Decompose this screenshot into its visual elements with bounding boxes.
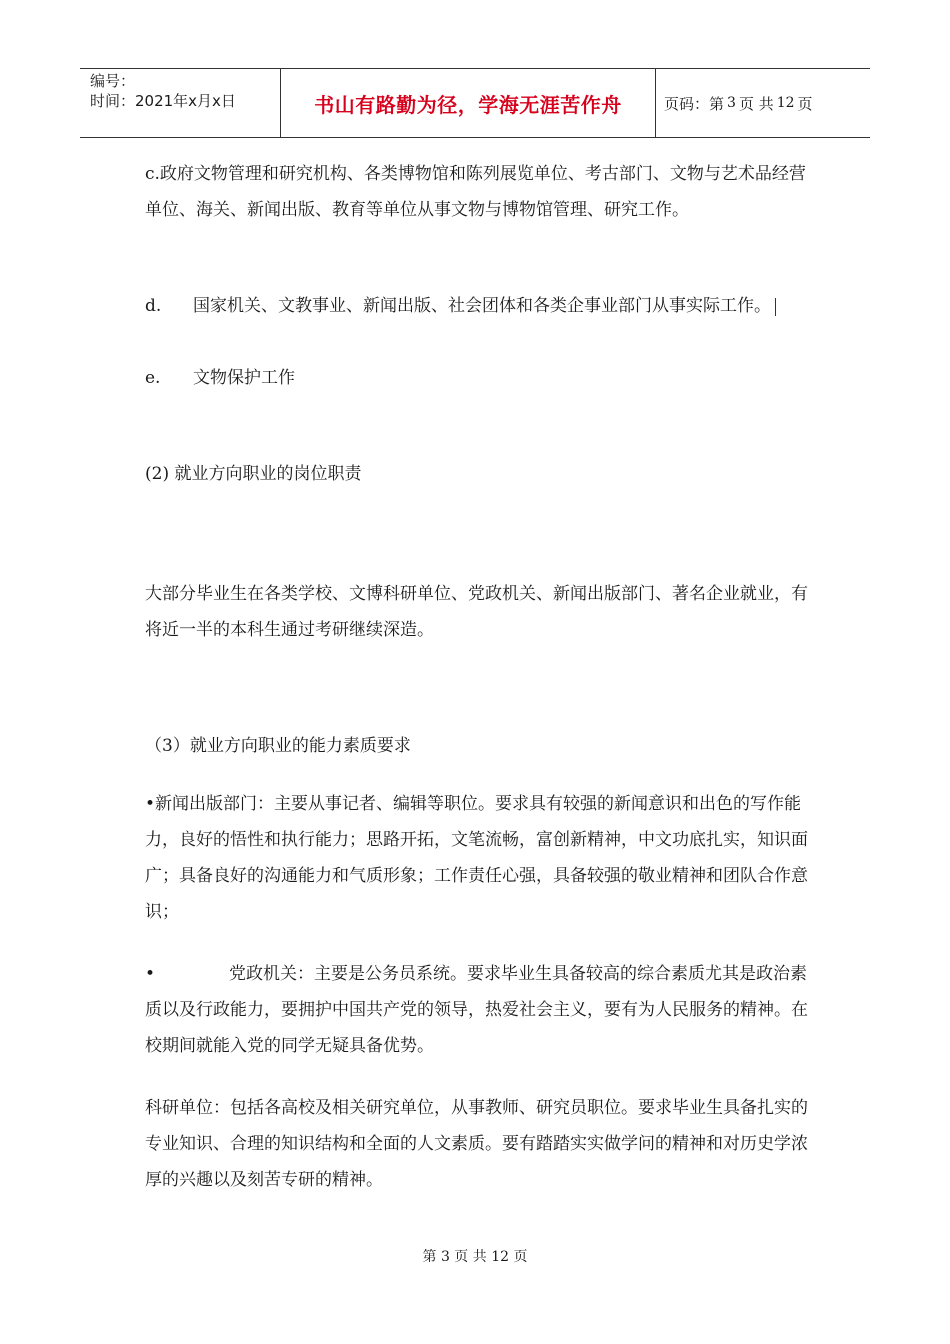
paragraph-2: 大部分毕业生在各类学校、文博科研单位、党政机关、新闻出版部门、著名企业就业，有将近一半的本科生通过考研继续深造。 [145, 584, 808, 640]
code-label: 编号： [90, 72, 136, 90]
list-label-e: e. [145, 368, 161, 388]
list-label-d: d. [145, 296, 162, 316]
page-mid: 页 共 [738, 94, 774, 113]
paragraph-e-text: 文物保护工作 [193, 368, 295, 388]
page-suffix: 页 [797, 94, 813, 113]
page-header [80, 68, 870, 138]
header-page-info [656, 69, 870, 137]
page-footer: 第 3 页 共 12 页 [422, 1249, 528, 1265]
header-motto-cell [281, 69, 656, 137]
paragraph-e [145, 360, 810, 396]
paragraph-c: c.政府文物管理和研究机构、各类博物馆和陈列展览单位、考古部门、文物与艺术品经营单位、海关、新闻出版、教育等单位从事文物与博物馆管理、研究工作。 [145, 164, 806, 220]
text-cursor [775, 298, 776, 316]
motto-text: 书山有路勤为径，学海无涯苦作舟 [314, 92, 622, 117]
paragraph-d-text: 国家机关、文教事业、新闻出版、社会团体和各类企事业部门从事实际工作。 [193, 296, 771, 316]
time-label: 时间：2021年x月x日 [90, 92, 236, 110]
page-current: 3 [727, 95, 736, 111]
page-prefix: 页码：第 [664, 94, 725, 113]
bullet-1: •新闻出版部门：主要从事记者、编辑等职位。要求具有较强的新闻意识和出色的写作能力，良好的悟性和执行能力；思路开拓，文笔流畅，富创新精神，中文功底扎实，知识面广；具备良好的沟通能力和气质形象；工作责任心强，具备较强的敬业精神和团队合作意识； [145, 794, 808, 922]
heading-2: (2) 就业方向职业的岗位职责 [145, 464, 362, 484]
bullet-2-mark: • [145, 964, 156, 984]
bullet-2-text: 党政机关：主要是公务员系统。要求毕业生具备较高的综合素质尤其是政治素质以及行政能力，要拥护中国共产党的领导，热爱社会主义，要有为人民服务的精神。在校期间就能入党的同学无疑具备优势。 [145, 964, 808, 1056]
paragraph-research: 科研单位：包括各高校及相关研究单位，从事教师、研究员职位。要求毕业生具备扎实的专业知识、合理的知识结构和全面的人文素质。要有踏踏实实做学问的精神和对历史学浓厚的兴趣以及刻苦专研的精神。 [145, 1098, 808, 1190]
header-meta [80, 69, 281, 137]
bullet-2 [145, 956, 810, 1064]
paragraph-d [145, 288, 810, 324]
page-total: 12 [776, 95, 795, 111]
heading-3: （3）就业方向职业的能力素质要求 [145, 736, 411, 756]
